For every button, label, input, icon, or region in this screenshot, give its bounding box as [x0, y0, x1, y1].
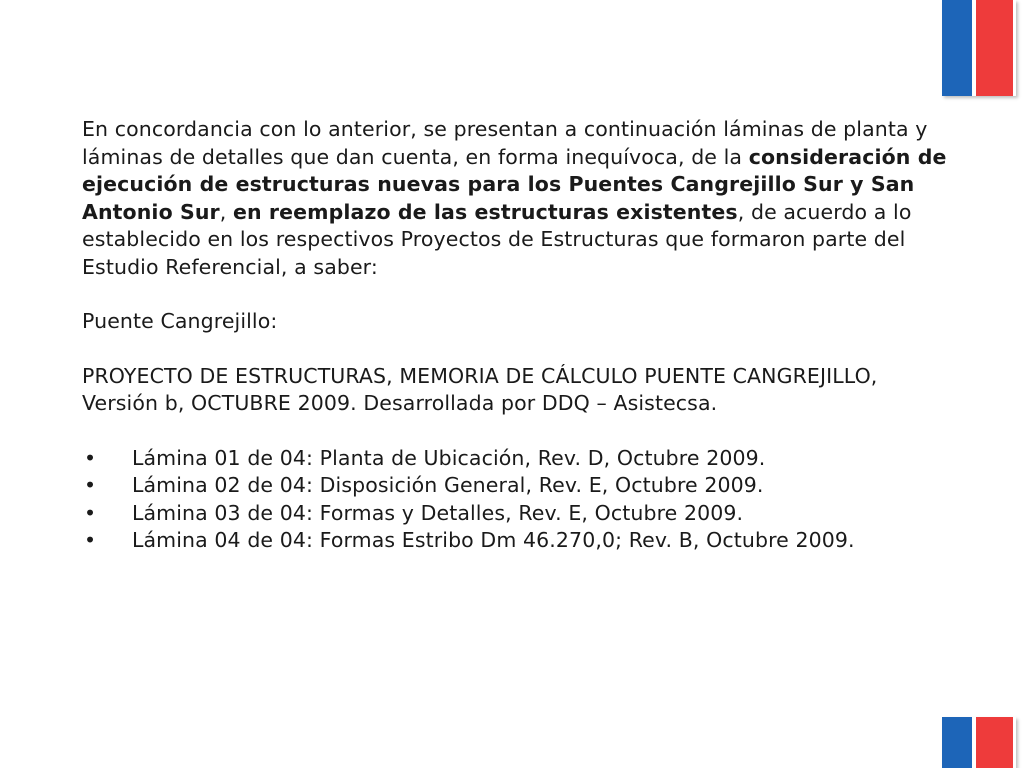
- list-item: [82, 445, 952, 473]
- bullet-icon: •: [84, 473, 97, 497]
- laminas-list: [82, 445, 952, 555]
- list-item-text: Lámina 02 de 04: Disposición General, Rev. E, Octubre 2009.: [132, 473, 764, 497]
- flag-logo-top: [942, 0, 1016, 96]
- project-reference: PROYECTO DE ESTRUCTURAS, MEMORIA DE CÁLCULO PUENTE CANGREJILLO, Versión b, OCTUBRE 2009. Desarrollada por DDQ – Asistecsa.: [82, 363, 878, 415]
- intro-bold-2: en reemplazo de las estructuras existentes: [233, 199, 738, 224]
- list-item: [82, 472, 952, 500]
- flag-logo-bottom: [942, 717, 1016, 768]
- flag-red-stripe: [976, 0, 1013, 96]
- list-item-text: Lámina 01 de 04: Planta de Ubicación, Rev. D, Octubre 2009.: [132, 445, 766, 470]
- bullet-icon: •: [84, 528, 97, 552]
- intro-text-2: ,: [219, 199, 233, 224]
- intro-text-3: , de acuerdo a lo establecido en los respectivos Proyectos de Estructuras que formaron parte del Estudio Referencial, a saber:: [82, 199, 912, 279]
- intro-paragraph: [82, 116, 952, 281]
- flag-red-stripe: [976, 717, 1013, 768]
- bullet-icon: •: [84, 500, 97, 525]
- section-heading: Puente Cangrejillo:: [82, 309, 278, 333]
- intro-text-1: En concordancia con lo anterior, se presentan a continuación láminas de planta y láminas de detalles que dan cuenta, en forma inequívoca, de la: [82, 117, 928, 169]
- flag-blue-stripe: [942, 0, 972, 96]
- slide-body: [82, 116, 952, 555]
- list-item: [82, 527, 952, 555]
- list-item-text: Lámina 03 de 04: Formas y Detalles, Rev. E, Octubre 2009.: [132, 500, 744, 525]
- flag-blue-stripe: [942, 717, 972, 768]
- intro-bold-1: consideración de ejecución de estructuras nuevas para los Puentes Cangrejillo Sur y San Antonio Sur: [82, 144, 947, 224]
- list-item-text: Lámina 04 de 04: Formas Estribo Dm 46.270,0; Rev. B, Octubre 2009.: [132, 528, 855, 552]
- list-item: [82, 500, 952, 528]
- bullet-icon: •: [84, 445, 97, 470]
